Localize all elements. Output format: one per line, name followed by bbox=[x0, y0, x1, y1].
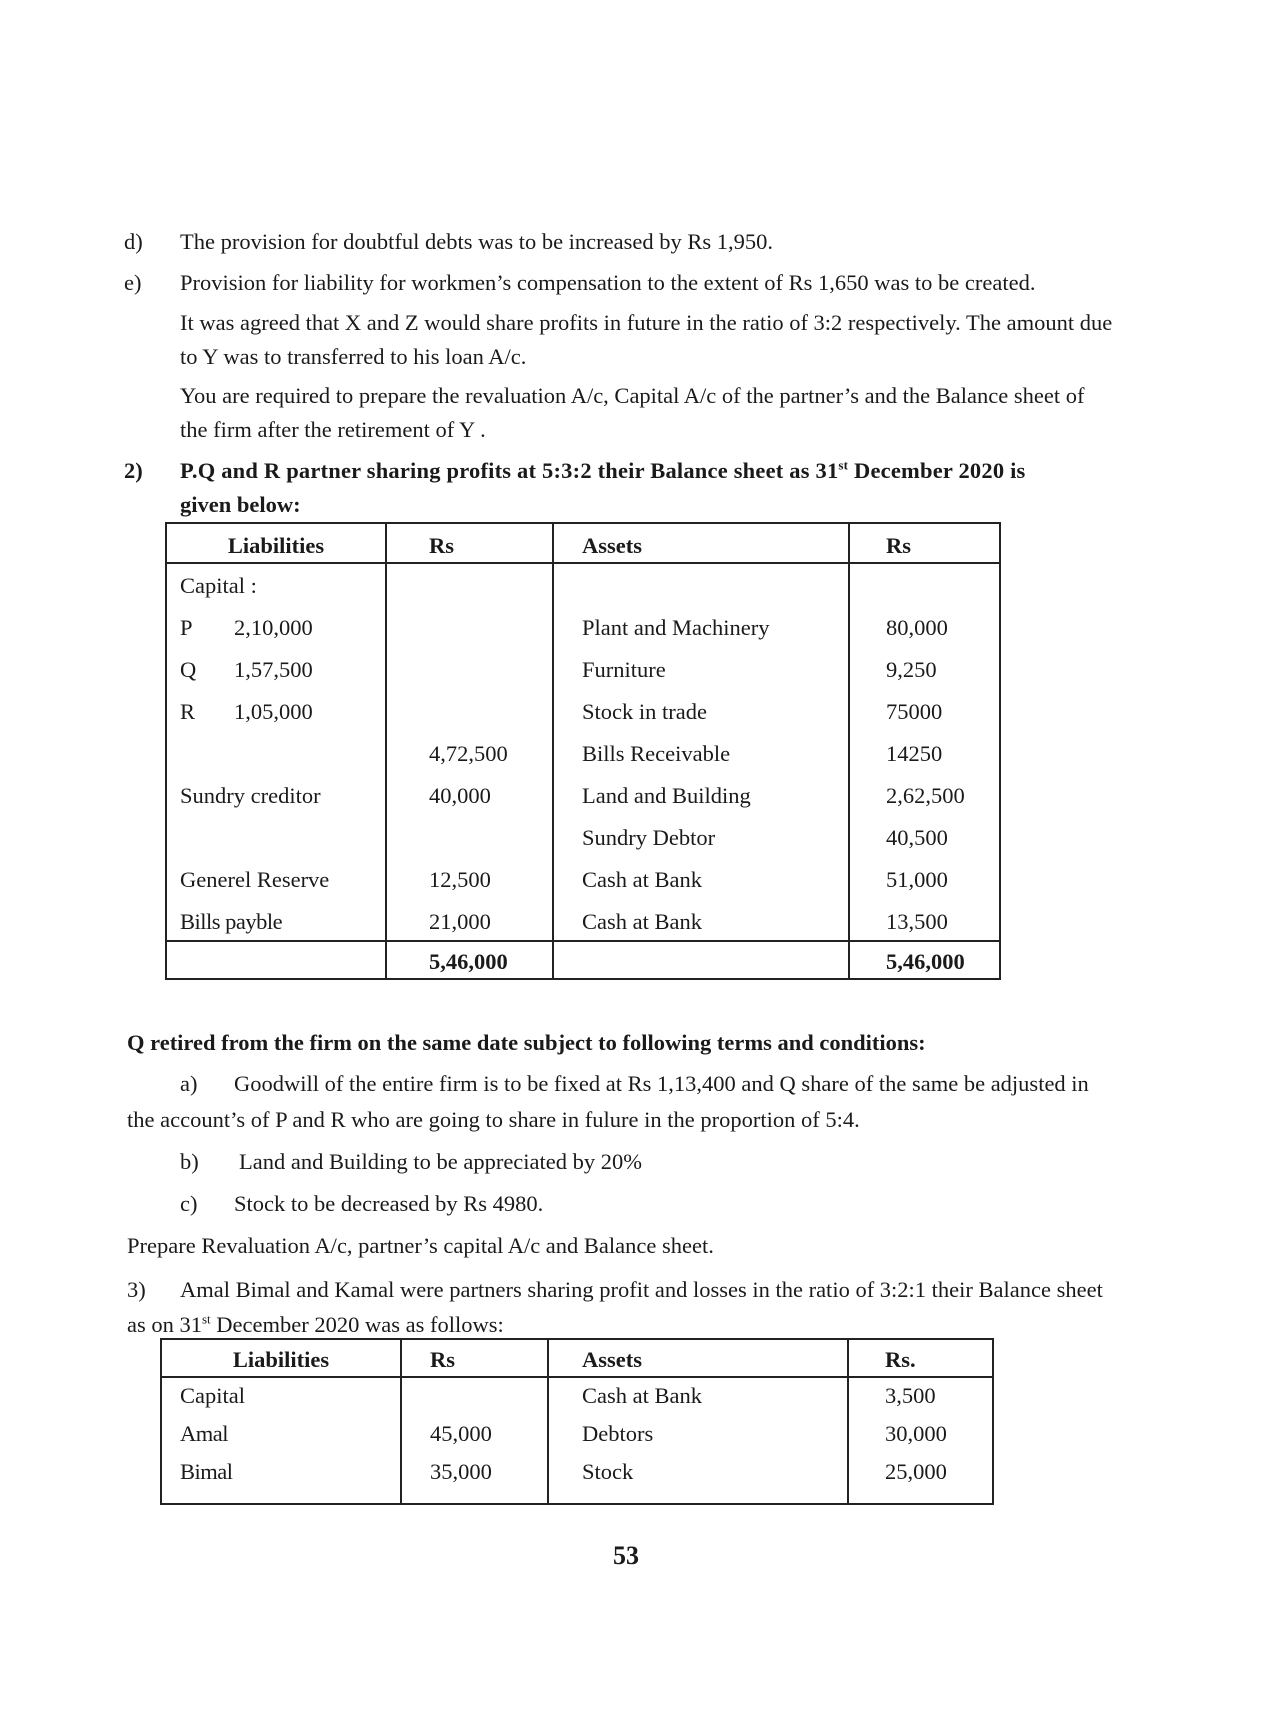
q2-line1: P.Q and R partner sharing profits at 5:3:2 their Balance sheet as 31st December 2020 is bbox=[180, 457, 1026, 483]
t1-liabilities-col bbox=[166, 563, 386, 941]
q3-line1: Amal Bimal and Kamal were partners sharing profit and losses in the ratio of 3:2:1 their Balance sheet bbox=[180, 1277, 1103, 1302]
t1-partner-r: R bbox=[180, 699, 196, 724]
t1-partner-q-amount: 1,57,500 bbox=[234, 657, 313, 682]
para1-line1: It was agreed that X and Z would share profits in future in the ratio of 3:2 respectively. The amount due bbox=[180, 310, 1113, 335]
t1-capital-label: Capital : bbox=[180, 573, 257, 598]
t1-liab-general-reserve: Generel Reserve bbox=[180, 867, 330, 892]
t2-liab-bimal: Bimal bbox=[180, 1459, 233, 1484]
q-retired-heading: Q retired from the firm on the same date subject to following terms and conditions: bbox=[127, 1030, 926, 1055]
t1-assets-col bbox=[553, 563, 849, 941]
q3-number: 3) bbox=[127, 1277, 146, 1302]
para2-line1: You are required to prepare the revaluation A/c, Capital A/c of the partner’s and the Balance sheet of bbox=[180, 383, 1085, 408]
t2-liab-amal: Amal bbox=[180, 1421, 228, 1446]
t2-debtors-value: 30,000 bbox=[885, 1421, 947, 1446]
t2-bimal-value: 35,000 bbox=[430, 1459, 492, 1484]
cond-a-line2: the account’s of P and R who are going to share in fulure in the proportion of 5:4. bbox=[127, 1107, 860, 1132]
t1-header-rs: Rs bbox=[386, 523, 553, 563]
t1-sundry-creditor-value: 40,000 bbox=[429, 783, 491, 808]
q2-number: 2) bbox=[124, 458, 143, 483]
t1-asset-plant: Plant and Machinery bbox=[582, 615, 770, 640]
t2-cash-bank-value: 3,500 bbox=[885, 1383, 936, 1408]
t1-asset-land-building: Land and Building bbox=[582, 783, 751, 808]
q3-line2: as on 31st December 2020 was as follows: bbox=[127, 1311, 504, 1337]
balance-sheet-table-1 bbox=[165, 522, 1001, 980]
prepare-instruction: Prepare Revaluation A/c, partner’s capital A/c and Balance sheet. bbox=[127, 1233, 714, 1258]
t1-bills-payable-value: 21,000 bbox=[429, 909, 491, 934]
t1-partner-r-amount: 1,05,000 bbox=[234, 699, 313, 724]
t1-asset-stock: Stock in trade bbox=[582, 699, 707, 724]
t1-capital-total: 4,72,500 bbox=[429, 741, 508, 766]
t1-partner-p: P bbox=[180, 615, 193, 640]
t1-total-left: 5,46,000 bbox=[386, 941, 553, 979]
t2-header-assets: Assets bbox=[548, 1339, 848, 1377]
t1-header-liabilities: Liabilities bbox=[166, 523, 386, 563]
cond-a-label: a) bbox=[180, 1071, 198, 1096]
t1-total-right: 5,46,000 bbox=[849, 941, 1000, 979]
t2-stock-value: 25,000 bbox=[885, 1459, 947, 1484]
t2-header-rs: Rs bbox=[401, 1339, 548, 1377]
item-d-label: d) bbox=[124, 229, 143, 254]
t1-header-assets: Assets bbox=[553, 523, 849, 563]
t2-liabilities-col bbox=[161, 1377, 401, 1504]
t2-asset-stock: Stock bbox=[582, 1459, 634, 1484]
t1-asset-furniture-value: 9,250 bbox=[886, 657, 937, 682]
cond-b-text: Land and Building to be appreciated by 20% bbox=[239, 1149, 643, 1174]
t1-liab-bills-payable: Bills payble bbox=[180, 909, 283, 934]
t1-general-reserve-value: 12,500 bbox=[429, 867, 491, 892]
t2-assets-rs-col bbox=[848, 1377, 993, 1504]
balance-sheet-table-2 bbox=[160, 1338, 994, 1505]
t2-header-liabilities: Liabilities bbox=[161, 1339, 401, 1377]
item-e-text: Provision for liability for workmen’s compensation to the extent of Rs 1,650 was to be created. bbox=[180, 270, 1036, 295]
t1-asset-bills-receivable: Bills Receivable bbox=[582, 741, 731, 766]
t2-header-rs2: Rs. bbox=[848, 1339, 993, 1377]
t2-liab-rs-col bbox=[401, 1377, 548, 1504]
para2-line2: the firm after the retirement of Y . bbox=[180, 417, 486, 442]
t1-partner-p-amount: 2,10,000 bbox=[234, 615, 313, 640]
t1-asset-cash-bank-1-value: 51,000 bbox=[886, 867, 948, 892]
t1-asset-plant-value: 80,000 bbox=[886, 615, 948, 640]
t1-asset-furniture: Furniture bbox=[582, 657, 666, 682]
t1-liab-rs-col bbox=[386, 563, 553, 941]
t1-asset-sundry-debtor: Sundry Debtor bbox=[582, 825, 716, 850]
para1-line2: to Y was to transferred to his loan A/c. bbox=[180, 344, 527, 369]
t1-asset-cash-bank-1: Cash at Bank bbox=[582, 867, 702, 892]
cond-c-text: Stock to be decreased by Rs 4980. bbox=[234, 1191, 544, 1216]
page-number: 53 bbox=[613, 1541, 639, 1570]
cond-c-label: c) bbox=[180, 1191, 198, 1216]
t1-header-rs2: Rs bbox=[849, 523, 1000, 563]
item-e-label: e) bbox=[124, 270, 142, 295]
item-d-text: The provision for doubtful debts was to be increased by Rs 1,950. bbox=[180, 229, 774, 254]
q2-line2: given below: bbox=[180, 492, 301, 517]
cond-a-line1: Goodwill of the entire firm is to be fixed at Rs 1,13,400 and Q share of the same be adjusted in bbox=[234, 1071, 1089, 1096]
t1-partner-q: Q bbox=[180, 657, 197, 682]
t1-asset-cash-bank-2-value: 13,500 bbox=[886, 909, 948, 934]
t2-assets-col bbox=[548, 1377, 848, 1504]
t1-assets-rs-col bbox=[849, 563, 1000, 941]
t1-asset-land-building-value: 2,62,500 bbox=[886, 783, 965, 808]
t1-asset-stock-value: 75000 bbox=[886, 699, 943, 724]
t1-total-empty-right bbox=[553, 941, 849, 979]
t1-asset-sundry-debtor-value: 40,500 bbox=[886, 825, 948, 850]
t1-asset-bills-receivable-value: 14250 bbox=[886, 741, 943, 766]
t2-amal-value: 45,000 bbox=[430, 1421, 492, 1446]
t1-asset-cash-bank-2: Cash at Bank bbox=[582, 909, 702, 934]
cond-b-label: b) bbox=[180, 1149, 199, 1174]
t1-liab-sundry-creditor: Sundry creditor bbox=[180, 783, 321, 808]
t2-asset-debtors: Debtors bbox=[582, 1421, 654, 1446]
t2-liab-capital: Capital bbox=[180, 1383, 245, 1408]
t2-asset-cash-bank: Cash at Bank bbox=[582, 1383, 702, 1408]
t1-total-empty-left bbox=[166, 941, 386, 979]
